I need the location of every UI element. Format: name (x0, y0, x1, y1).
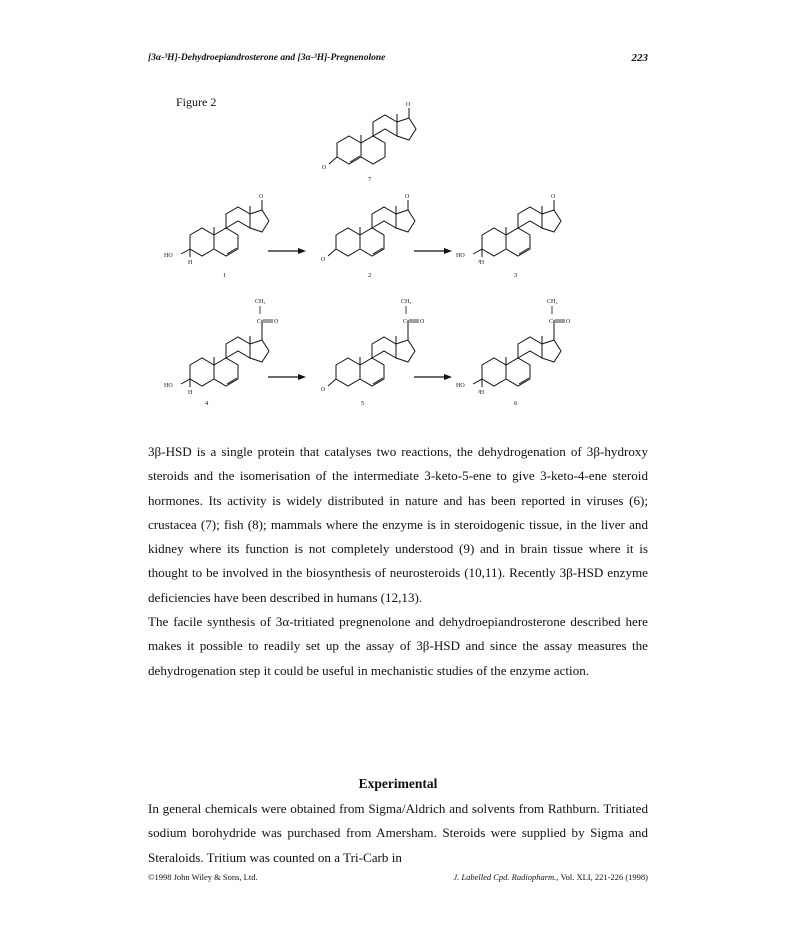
atom-o: O (322, 165, 327, 171)
reaction-scheme-svg (0, 0, 793, 430)
paragraph: In general chemicals were obtained from Sigma/Aldrich and solvents from Rathburn. Tritiated sodium borohydride was purchased from Amersham. Steroids were supplied by Sigma and Steraloids. Tritium was counted on a Tri-Carb in (148, 801, 648, 865)
volume-info: Vol. XLI, 221-226 (1998) (560, 872, 648, 882)
atom-c: C (403, 319, 408, 325)
atom-o: O (405, 194, 410, 200)
atom-o: O (259, 194, 264, 200)
atom-ho: HO (456, 253, 465, 259)
page-footer (148, 872, 648, 886)
atom-o: O (551, 194, 556, 200)
atom-ho: HO (164, 253, 173, 259)
atom-tritium-h: ³H (478, 390, 485, 396)
compound-number: 3 (514, 272, 518, 279)
reaction-scheme (0, 0, 793, 430)
reaction-arrow (268, 374, 306, 380)
atom-ch3: CH₃ (547, 299, 558, 305)
running-title: [3α-³H]-Dehydroepiandrosterone and [3α-³H]-Pregnenolone (148, 53, 386, 63)
atom-h: H (188, 260, 193, 266)
journal-citation (453, 872, 648, 882)
compound-number: 2 (368, 272, 372, 279)
atom-ho: HO (456, 383, 465, 389)
atom-o: O (321, 257, 326, 263)
atom-o: O (406, 102, 411, 108)
copyright: ©1998 John Wiley & Sons, Ltd. (148, 872, 258, 882)
paragraph: The facile synthesis of 3α-tritiated pregnenolone and dehydroepiandrosterone described here makes it possible to readily set up the assay of 3β-HSD and since the assay measures the dehydrogenation step it could be useful in mechanistic studies of the enzyme action. (148, 614, 648, 678)
page-number: 223 (631, 52, 648, 64)
compound-6-structure (456, 299, 571, 396)
reaction-arrow (268, 248, 306, 254)
atom-ch3: CH₃ (255, 299, 266, 305)
atom-ho: HO (164, 383, 173, 389)
journal-name: J. Labelled Cpd. Radiopharm., (453, 872, 559, 882)
atom-c: C (257, 319, 262, 325)
experimental-text (148, 797, 648, 870)
body-text (148, 440, 648, 683)
paragraph: 3β-HSD is a single protein that catalyses two reactions, the dehydrogenation of 3β-hydroxy steroids and the isomerisation of the intermediate 3-keto-5-ene to give 3-keto-4-ene steroid hormones. Its activity is widely distributed in nature and has been reported in viruses (6); crustacea (7); fish (8); mammals where the enzyme is in steroidogenic tissue, in the liver and kidney where its function is not completely understood (9) and in brain tissue where it is thought to be involved in the biosynthesis of neurosteroids (10,11). Recently 3β-HSD enzyme deficiencies have been described in humans (12,13). (148, 444, 648, 605)
compound-4-structure (164, 299, 279, 396)
compound-number: 6 (514, 400, 518, 407)
section-heading: Experimental (358, 776, 438, 791)
atom-o: O (274, 319, 279, 325)
atom-tritium-h: ³H (478, 260, 485, 266)
compound-3-structure (456, 194, 561, 266)
atom-ch3: CH₃ (401, 299, 412, 305)
atom-o: O (566, 319, 571, 325)
atom-o: O (321, 387, 326, 393)
compound-number: 7 (368, 176, 372, 183)
reaction-arrow (414, 248, 452, 254)
compound-2-structure (321, 194, 415, 263)
compound-number: 5 (361, 400, 365, 407)
atom-c: C (549, 319, 554, 325)
atom-o: O (420, 319, 425, 325)
compound-number: 4 (205, 400, 209, 407)
compound-1-structure (164, 194, 269, 266)
compound-5-structure (321, 299, 425, 393)
atom-h: H (188, 390, 193, 396)
compound-7-structure (322, 102, 416, 171)
figure-label: Figure 2 (176, 95, 217, 109)
compound-number: 1 (223, 272, 227, 279)
reaction-arrow (414, 374, 452, 380)
